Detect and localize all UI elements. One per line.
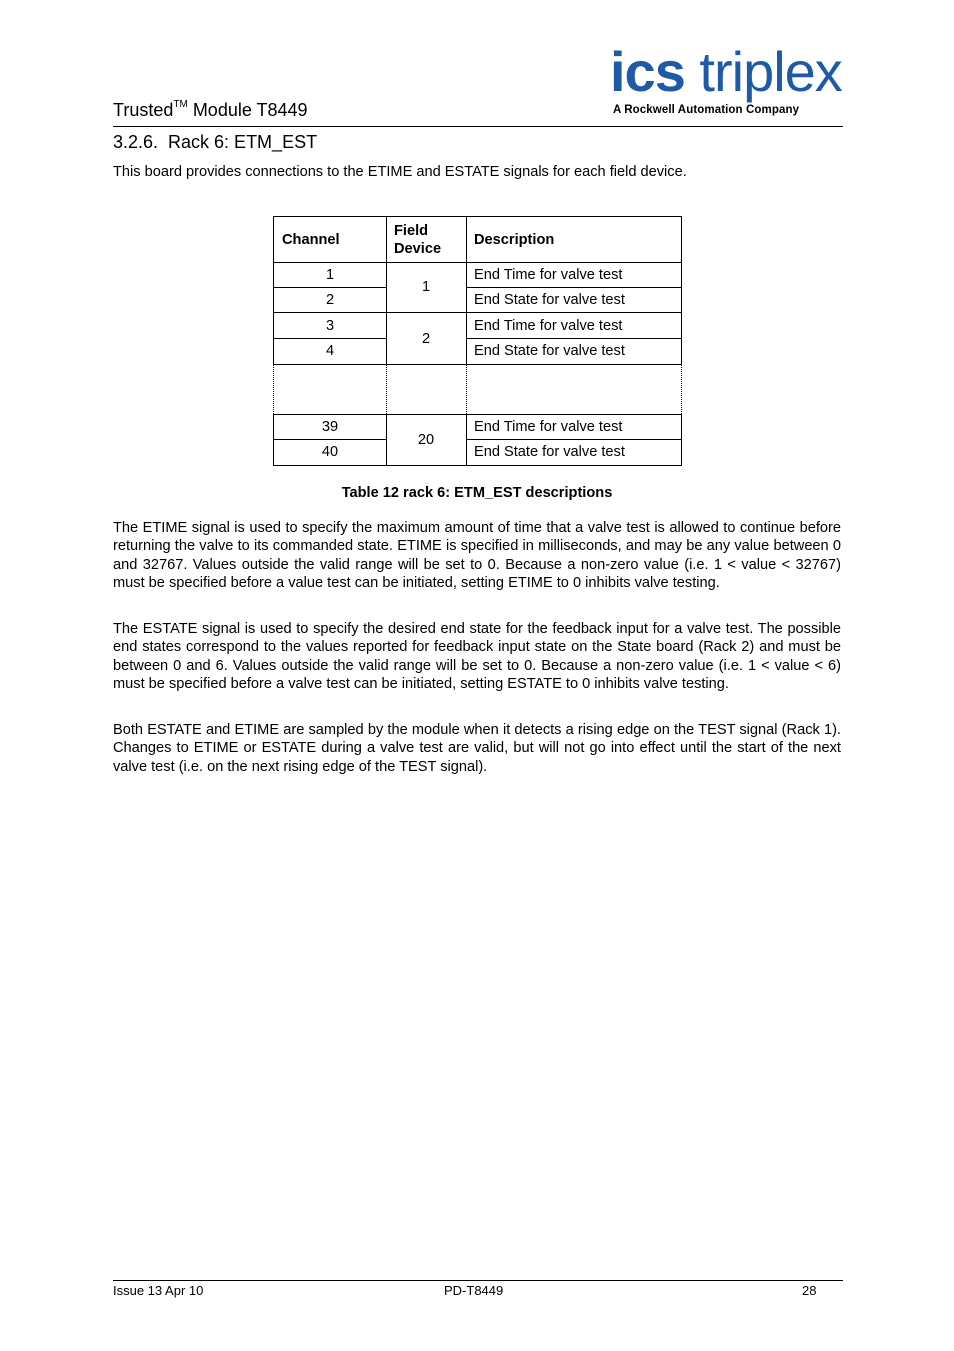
cell-channel: 39 <box>273 414 387 440</box>
cell-description: End State for valve test <box>466 439 682 466</box>
etm-est-table <box>273 216 682 466</box>
ellipsis-divider <box>386 364 387 414</box>
cell-channel: 40 <box>273 439 387 466</box>
section-heading: 3.2.6. Rack 6: ETM_EST <box>113 132 318 152</box>
paragraph-estate: The ESTATE signal is used to specify the desired end state for the feedback input for a valve test. The possible end states correspond to the values reported for feedback input state on the State board (Rack 2) and must be between 0 and 6. Values outside the valid range will be set to 0. Because a non-zero value (i.e. 1 < value < 6) must be specified before a valve test can be initiated, setting ESTATE to 0 inhibits valve testing. <box>113 621 841 693</box>
cell-description: End Time for valve test <box>466 313 682 339</box>
title-suffix: Module T8449 <box>187 100 308 120</box>
trademark-superscript: TM <box>173 99 188 110</box>
cell-description: End State for valve test <box>466 287 682 313</box>
cell-description: End Time for valve test <box>466 262 682 288</box>
logo-triplex: triplex <box>699 40 842 103</box>
cell-field-device: 1 <box>386 262 467 313</box>
footer-doc-id: PD-T8449 <box>444 1283 504 1298</box>
ellipsis-divider <box>466 364 467 414</box>
table-caption: Table 12 rack 6: ETM_EST descriptions <box>341 485 613 501</box>
title-prefix: Trusted <box>113 100 174 120</box>
cell-field-device: 2 <box>386 313 467 365</box>
footer-page-number: 28 <box>802 1283 817 1298</box>
header-description: Description <box>466 216 682 263</box>
paragraph-sampling: Both ESTATE and ETIME are sampled by the module when it detects a rising edge on the TEST signal (Rack 1). Changes to ETIME or ESTATE during a valve test are valid, but will not go into effect until the start of the next valve test (i.e. on the next rising edge of the TEST signal). <box>113 722 841 775</box>
document-title <box>113 100 308 121</box>
cell-field-device: 20 <box>386 414 467 466</box>
logo-wordmark <box>610 40 842 103</box>
logo-ics: ics <box>610 40 685 103</box>
footer-rule <box>113 1280 843 1281</box>
cell-channel: 2 <box>273 287 387 313</box>
cell-channel: 3 <box>273 313 387 339</box>
footer-issue: Issue 13 Apr 10 <box>113 1283 204 1298</box>
ellipsis-divider <box>681 364 682 414</box>
header-field-device-label: Field Device <box>394 222 442 257</box>
company-logo <box>610 40 845 122</box>
header-channel: Channel <box>273 216 387 263</box>
header-rule <box>113 126 843 127</box>
header-field-device <box>386 216 467 263</box>
cell-channel: 4 <box>273 338 387 365</box>
ellipsis-divider <box>273 364 274 414</box>
logo-tagline: A Rockwell Automation Company <box>613 104 800 116</box>
section-intro: This board provides connections to the ETIME and ESTATE signals for each field device. <box>113 164 687 180</box>
cell-description: End Time for valve test <box>466 414 682 440</box>
cell-description: End State for valve test <box>466 338 682 365</box>
cell-channel: 1 <box>273 262 387 288</box>
paragraph-etime: The ETIME signal is used to specify the maximum amount of time that a valve test is allowed to continue before returning the valve to its commanded state. ETIME is specified in milliseconds, and may be any value between 0 and 32767. Values outside the valid range will be set to 0. Because a non-zero value (i.e. 1 < value < 32767) must be specified before a value test can be initiated, setting ETIME to 0 inhibits valve testing. <box>113 520 841 592</box>
